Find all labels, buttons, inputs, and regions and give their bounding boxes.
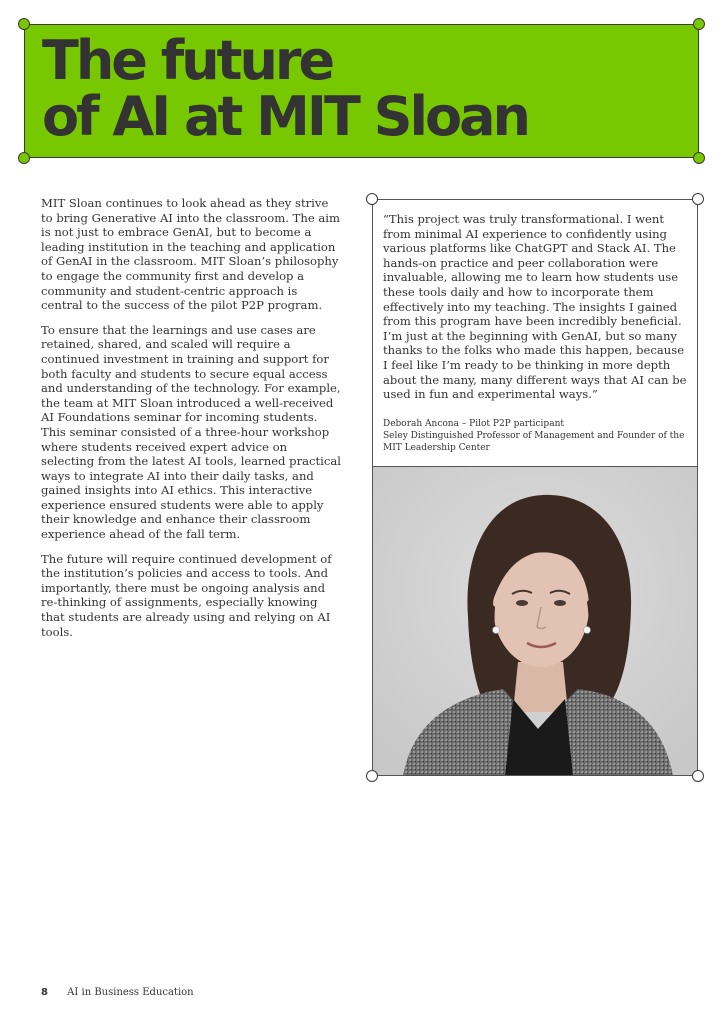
corner-handle-icon bbox=[18, 152, 30, 164]
page-number: 8 bbox=[41, 987, 48, 998]
portrait-photo bbox=[372, 467, 698, 776]
body-paragraph: The future will require continued development of the institution’s policies and access to tools. And importantly, there must be ongoing analysis and re-thinking of assignments, especially knowing that students are already using and relying on AI tools. bbox=[41, 551, 332, 639]
page-title bbox=[42, 29, 528, 148]
corner-handle-icon bbox=[18, 18, 30, 30]
attribution-name: Deborah Ancona – Pilot P2P participant bbox=[383, 419, 564, 429]
testimonial-quote-box bbox=[372, 199, 698, 467]
corner-handle-icon bbox=[693, 152, 705, 164]
testimonial-quote: “This project was truly transformational. I went from minimal AI experience to confidently using various platforms like ChatGPT and Stack AI. The hands-on practice and peer collaboration were invaluable, allowing me to learn how students use these tools daily and how to incorporate them effectively into my teaching. The insights I gained from this program have been incredibly beneficial. I’m just at the beginning with GenAI, but so many thanks to the folks who made this happen, because I feel like I’m ready to be thinking in more depth about the many, many different ways that AI can be used in fun and experimental ways.” bbox=[383, 212, 687, 402]
testimonial-attribution bbox=[383, 418, 689, 454]
portrait-illustration bbox=[373, 467, 698, 776]
page-footer bbox=[41, 987, 194, 998]
body-paragraph: To ensure that the learnings and use cases are retained, shared, and scaled will require a continued investment in training and support for both faculty and students to secure equal access and understanding of the technology. For example, the team at MIT Sloan introduced a well-received AI Foundations seminar for incoming students. This seminar consisted of a three-hour workshop where students received expert advice on selecting from the latest AI tools, learned practical ways to integrate AI into their daily tasks, and gained insights into AI ethics. This interactive experience ensured students were able to apply their knowledge and enhance their classroom experience ahead of the fall term. bbox=[41, 322, 342, 542]
corner-handle-icon bbox=[692, 770, 704, 782]
corner-handle-icon bbox=[366, 770, 378, 782]
title-line-1: The future bbox=[42, 29, 333, 92]
body-paragraph: MIT Sloan continues to look ahead as they strive to bring Generative AI into the classroom. The aim is not just to embrace GenAI, but to become a leading institution in the teaching and application of GenAI in the classroom. MIT Sloan’s philosophy to engage the community first and develop a community and student-centric approach is central to the success of the pilot P2P program. bbox=[41, 196, 340, 313]
corner-handle-icon bbox=[366, 193, 378, 205]
title-banner bbox=[24, 24, 699, 158]
corner-handle-icon bbox=[693, 18, 705, 30]
corner-handle-icon bbox=[692, 193, 704, 205]
body-column bbox=[41, 196, 341, 649]
publication-title: AI in Business Education bbox=[67, 987, 194, 998]
title-line-2: of AI at MIT Sloan bbox=[42, 85, 528, 148]
attribution-role: Seley Distinguished Professor of Management and Founder of the MIT Leadership Center bbox=[383, 431, 685, 453]
